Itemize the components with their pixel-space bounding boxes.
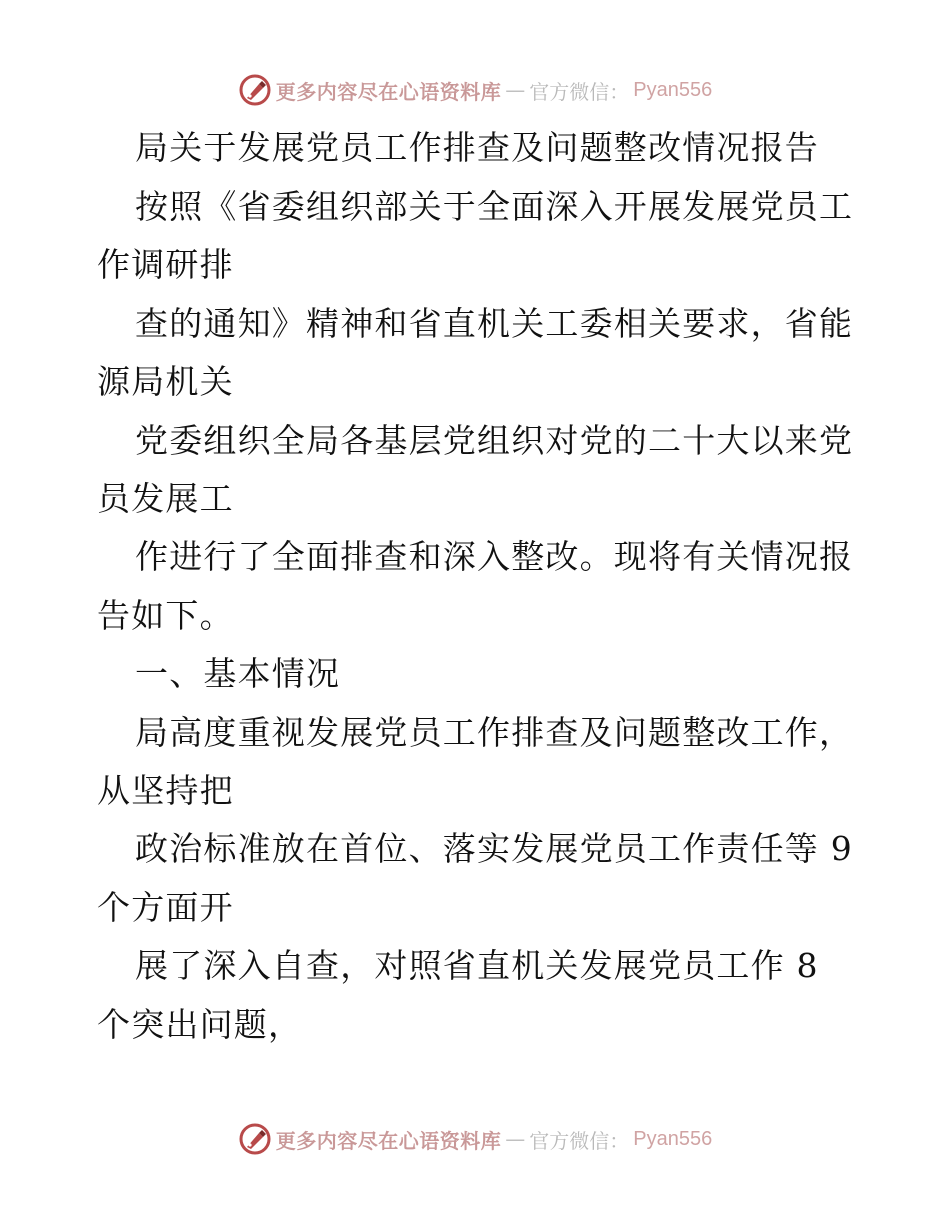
footer-watermark	[0, 1119, 950, 1159]
pen-nib-logo-icon	[238, 1122, 272, 1156]
paragraph-line: 从坚持把	[97, 771, 234, 810]
paragraph-line: 个突出问题，	[97, 1005, 303, 1044]
watermark-wechat-id: Pyan556	[633, 78, 713, 101]
watermark-group	[238, 73, 712, 107]
paragraph-line: 查的通知》精神和省直机关工委相关要求，省能	[135, 304, 854, 343]
paragraph-line: 个方面开	[97, 888, 234, 927]
paragraph-line: 政治标准放在首位、落实发展党员工作责任等 9	[135, 829, 853, 868]
section-heading: 一、基本情况	[135, 654, 341, 693]
pen-nib-logo-icon	[238, 73, 272, 107]
watermark-dash: —	[505, 1127, 526, 1151]
paragraph-line: 源局机关	[97, 362, 234, 401]
paragraph-line: 局高度重视发展党员工作排查及问题整改工作，	[135, 713, 854, 752]
watermark-dash: —	[505, 78, 526, 102]
paragraph-line: 告如下。	[97, 596, 234, 635]
paragraph-line: 员发展工	[97, 479, 234, 518]
watermark-main-text: 更多内容尽在心语资料库	[275, 1128, 502, 1153]
watermark-main-text: 更多内容尽在心语资料库	[275, 79, 502, 104]
paragraph-line: 作调研排	[97, 245, 234, 284]
paragraph-line: 按照《省委组织部关于全面深入开展发展党员工	[135, 187, 854, 226]
header-watermark	[0, 70, 950, 110]
paragraph-line: 展了深入自查，对照省直机关发展党员工作 8	[135, 946, 819, 985]
paragraph-line: 作进行了全面排查和深入整改。现将有关情况报	[135, 537, 854, 576]
paragraph-line: 党委组织全局各基层党组织对党的二十大以来党	[135, 421, 854, 460]
watermark-wechat-label: 官方微信：	[529, 79, 630, 104]
watermark-wechat-id: Pyan556	[633, 1127, 713, 1150]
watermark-wechat-label: 官方微信：	[529, 1128, 630, 1153]
watermark-group	[238, 1122, 712, 1156]
document-title: 局关于发展党员工作排查及问题整改情况报告	[135, 128, 819, 167]
